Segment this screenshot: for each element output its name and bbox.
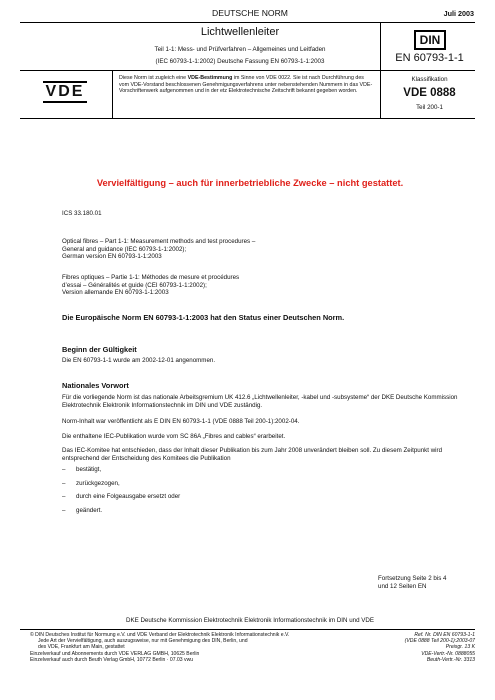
english-title-line: General and guidance (IEC 60793-1-1:2002); [62, 245, 187, 253]
status-statement: Die Europäische Norm EN 60793-1-1:2003 hat den Status einer Deutschen Norm. [62, 313, 345, 322]
footer-ref-line: Preisgr. 13 K [445, 644, 475, 651]
header-rule [20, 22, 475, 23]
vde-notice-text-1: Diese Norm ist zugleich eine [119, 75, 188, 81]
foreword-list [62, 466, 362, 520]
validity-text: Die EN 60793-1-1 wurde am 2002-12-01 angenommen. [62, 357, 216, 364]
validity-heading: Beginn der Gültigkeit [62, 345, 137, 354]
english-title [62, 238, 382, 261]
english-title-line: Optical fibres – Part 1-1: Measurement methods and test procedures – [62, 238, 256, 245]
vde-divider-right [380, 70, 381, 118]
title-divider [380, 22, 381, 70]
footer-line: Einzelverkauf auch durch Beuth Verlag GmbH, 10772 Berlin · 07.03 vwu [30, 656, 194, 663]
vde-number: VDE 0888 [403, 87, 456, 99]
document-type-label: DEUTSCHE NORM [212, 8, 288, 18]
list-item: – geändert. [62, 507, 362, 515]
vde-logo [20, 72, 110, 116]
continuation-note [378, 575, 478, 590]
title-block-rule [20, 70, 475, 71]
foreword-paragraph-1: Für die vorliegende Norm ist das nationale Arbeitsgremium UK 412.6 „Lichtwellenleiter, -kabel und -subsysteme“ der DKE Deutsche Kommission Elektrotechnik Elektronik Informationstechnik im DIN und VDE zuständig. [62, 394, 458, 409]
footer-copyright [30, 632, 360, 663]
continuation-line: und 12 Seiten EN [378, 582, 427, 590]
footer-reference [365, 632, 475, 663]
foreword-paragraph-4: Das IEC-Komitee hat entschieden, dass der Inhalt dieser Publikation bis zum Jahr 2008 unverändert bleiben soll. Zu diesem Zeitpunkt wird entsprechend der Entscheidung des Komitees die Publikation [62, 447, 443, 462]
dke-line: DKE Deutsche Kommission Elektrotechnik Elektronik Informationstechnik im DIN und VDE [126, 617, 374, 624]
vde-notice-text-2: im Sinne von VDE 0022. Sie ist nach Durchführung des vom VDE-Vorstand beschlossenen Genehmigungsverfahrens unter nebenstehenden Nummern in das VDE-Vorschriftenwerk aufgenommen und in der etz Elektrotechnische Zeitschrift bekannt gegeben worden. [119, 75, 373, 95]
english-title-line: German version EN 60793-1-1:2003 [62, 253, 162, 261]
foreword-heading: Nationales Vorwort [62, 381, 129, 390]
footer-line: des VDE, Frankfurt am Main, gestattet [38, 644, 125, 651]
french-title [62, 274, 382, 297]
footer-ref-line: (VDE 0888 Teil 200-1):2003-07 [404, 638, 475, 645]
french-title-line: Version allemande EN 60793-1-1:2003 [62, 289, 169, 297]
vde-divider-left [112, 70, 113, 118]
list-item: – bestätigt, [62, 466, 362, 474]
footer-ref-line: VDE-Vertr.-Nr. 0888055 [421, 650, 475, 657]
vde-teil: Teil 200-1 [416, 104, 443, 111]
footer-line: Jede Art der Vervielfältigung, auch auszugsweise, nur mit Genehmigung des DIN, Berlin, und [38, 638, 248, 645]
french-title-line: d’essai – Généralités et guide (CEI 60793-1-1:2002); [62, 281, 207, 289]
norm-number: EN 60793-1-1 [395, 52, 464, 64]
din-logo: DIN [414, 30, 446, 50]
footer-line: © DIN Deutsches Institut für Normung e.V. und VDE Verband der Elektrotechnik Elektronik Informationstechnik e.V. [30, 632, 290, 638]
continuation-line: Fortsetzung Seite 2 bis 4 [378, 575, 447, 582]
vde-logo-text: VDE [43, 81, 88, 103]
french-title-line: Fibres optiques – Partie 1-1: Méthodes de mesure et procédures [62, 274, 240, 281]
list-item: – zurückgezogen, [62, 480, 362, 488]
document-subtitle-2: (IEC 60793-1-1:2002) Deutsche Fassung EN 60793-1-1:2003 [155, 58, 325, 65]
list-item: – durch eine Folgeausgabe ersetzt oder [62, 493, 362, 501]
klassifikation-label: Klassifikation [411, 76, 448, 83]
vde-notice-bold: VDE-Bestimmung [187, 75, 233, 81]
document-title: Lichtwellenleiter [200, 26, 280, 38]
ics-code: ICS 33.180.01 [62, 210, 102, 217]
footer-ref-line: Ref. Nr. DIN EN 60793-1-1 [414, 632, 475, 638]
vde-block-rule [20, 118, 475, 119]
footer-ref-line: Beuth-Vertr.-Nr. 3313 [426, 656, 475, 663]
publication-date: Juli 2003 [443, 9, 474, 18]
document-subtitle-1: Teil 1-1: Mess- und Prüfverfahren – Allgemeines und Leitfaden [154, 46, 326, 53]
vde-notice [119, 75, 374, 95]
footer-rule [20, 629, 475, 630]
reproduction-warning: Vervielfältigung – auch für innerbetriebliche Zwecke – nicht gestattet. [96, 178, 404, 188]
footer-line: Einzelverkauf und Abonnements durch VDE VERLAG GMBH, 10625 Berlin [30, 650, 200, 657]
foreword-paragraph-2: Norm-Inhalt war veröffentlicht als E DIN EN 60793-1-1 (VDE 0888 Teil 200-1):2002-04. [62, 418, 300, 425]
foreword-paragraph-3: Die enthaltene IEC-Publikation wurde vom SC 86A „Fibres and cables“ erarbeitet. [62, 433, 286, 440]
